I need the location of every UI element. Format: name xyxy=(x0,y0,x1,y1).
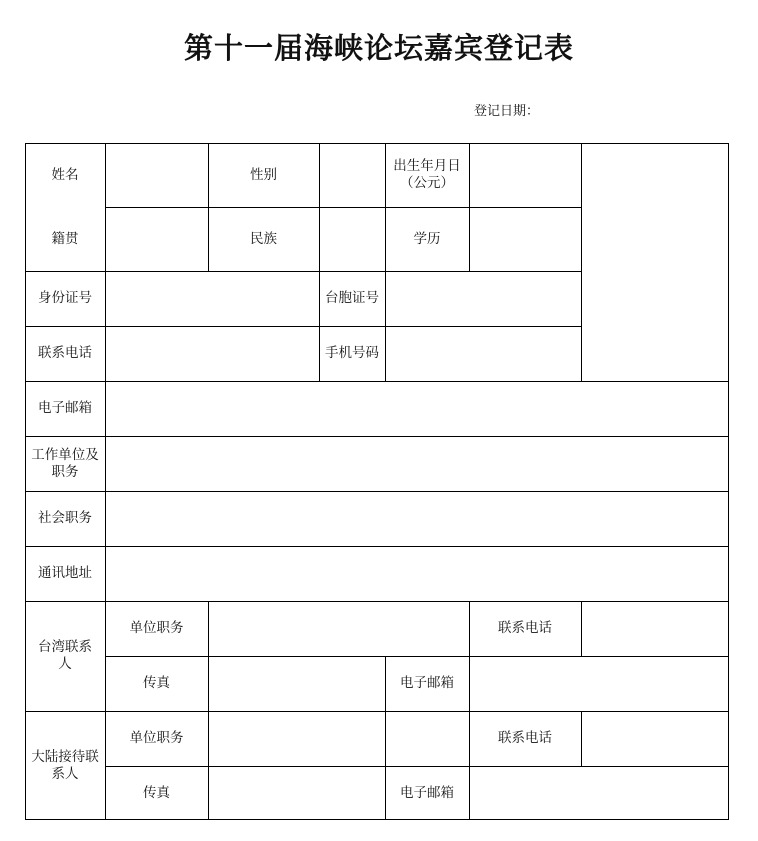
label-ethnicity: 民族 xyxy=(250,230,277,247)
label-email: 电子邮箱 xyxy=(38,400,92,416)
label-mainland-fax: 传真 xyxy=(143,784,170,801)
input-mailing-address[interactable] xyxy=(105,546,729,601)
registration-form-table xyxy=(25,143,729,820)
input-taiwan-email[interactable] xyxy=(469,656,729,711)
input-mainland-email[interactable] xyxy=(469,766,729,820)
label-mobile: 手机号码 xyxy=(325,345,379,361)
input-mobile[interactable] xyxy=(385,326,581,381)
label-birth-date-line1: 出生年月日 xyxy=(393,158,461,174)
input-id-number[interactable] xyxy=(105,271,319,326)
input-mainland-contact-phone[interactable] xyxy=(581,711,729,766)
label-work-unit-line1: 工作单位及 xyxy=(31,446,99,463)
label-native-place: 籍贯 xyxy=(51,230,79,247)
label-mailing-address: 通讯地址 xyxy=(38,565,92,581)
input-contact-phone[interactable] xyxy=(105,326,319,381)
input-ethnicity[interactable] xyxy=(319,207,385,271)
input-taiwan-contact-phone[interactable] xyxy=(581,601,729,656)
label-mainland-contact-line1: 大陆接待联 xyxy=(31,748,99,765)
label-education: 学历 xyxy=(413,230,441,247)
label-taiwan-permit: 台胞证号 xyxy=(325,290,379,306)
label-birth-date xyxy=(385,143,469,207)
label-mainland-email: 电子邮箱 xyxy=(400,784,454,801)
label-mainland-contact-phone: 联系电话 xyxy=(498,730,552,746)
input-education[interactable] xyxy=(469,207,581,271)
form-title: 第十一届海峡论坛嘉宾登记表 xyxy=(183,31,574,65)
label-taiwan-contact-line1: 台湾联系 xyxy=(38,639,92,655)
photo-area[interactable] xyxy=(581,143,729,381)
label-id-number: 身份证号 xyxy=(38,290,92,306)
input-name[interactable] xyxy=(105,143,208,207)
input-mainland-unit-position[interactable] xyxy=(208,711,385,766)
label-name: 姓名 xyxy=(51,166,79,183)
label-taiwan-fax: 传真 xyxy=(143,675,170,691)
input-mainland-fax[interactable] xyxy=(208,766,385,820)
input-work-unit[interactable] xyxy=(105,436,729,491)
label-work-unit-line2: 职务 xyxy=(51,463,79,480)
label-birth-date-line2: （公元） xyxy=(400,175,454,191)
input-email[interactable] xyxy=(105,381,729,436)
label-taiwan-contact xyxy=(25,601,105,711)
label-taiwan-contact-line2: 人 xyxy=(58,656,72,672)
label-taiwan-email: 电子邮箱 xyxy=(400,675,454,691)
label-mainland-contact xyxy=(25,711,105,820)
label-mainland-contact-line2: 系人 xyxy=(51,765,79,782)
label-social-position: 社会职务 xyxy=(38,510,92,526)
input-social-position[interactable] xyxy=(105,491,729,546)
label-gender: 性别 xyxy=(250,166,277,183)
input-taiwan-fax[interactable] xyxy=(208,656,385,711)
input-mainland-extra[interactable] xyxy=(385,711,469,766)
label-taiwan-unit-position: 单位职务 xyxy=(129,620,184,636)
input-birth-date[interactable] xyxy=(469,143,581,207)
input-gender[interactable] xyxy=(319,143,385,207)
registration-date-label: 登记日期： xyxy=(474,104,540,119)
label-contact-phone: 联系电话 xyxy=(38,345,92,361)
label-taiwan-contact-phone: 联系电话 xyxy=(498,620,552,636)
input-taiwan-permit[interactable] xyxy=(385,271,581,326)
input-native-place[interactable] xyxy=(105,207,208,271)
input-taiwan-unit-position[interactable] xyxy=(208,601,469,656)
label-work-unit xyxy=(25,436,105,491)
label-mainland-unit-position: 单位职务 xyxy=(129,730,184,746)
